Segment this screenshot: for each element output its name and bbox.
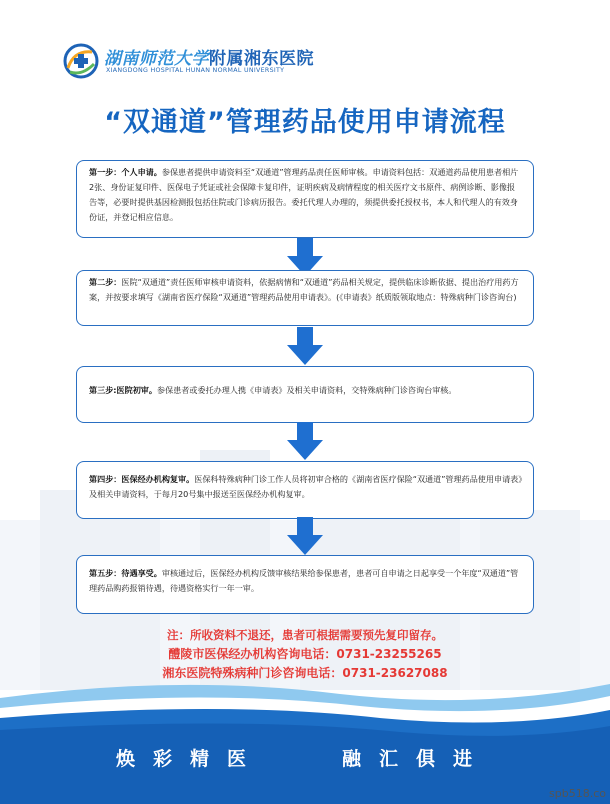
arrow-down-icon bbox=[285, 422, 325, 462]
page-title: “双通道”管理药品使用申请流程 bbox=[104, 107, 506, 138]
note-xiangdong-clinic-phone: 湘东医院特殊病种门诊咨询电话：0731-23627088 bbox=[162, 666, 448, 680]
step-5-label: 第五步：待遇享受。 bbox=[89, 568, 162, 578]
step-3-box bbox=[76, 366, 534, 423]
step-1-text: 参保患者提供申请资料至“双通道”管理药品责任医师审核。申请资料包括：双通道药品使用患者相片2张、身份证复印件、医保电子凭证或社会保障卡复印件，证明疾病及病情程度的相关医疗文书原件、病例诊断、影像报告等，必要时提供基因检测报包括住院或门诊病历报告。委托代理人办理的，须提供委托授权书，本人和代理人的有效身份证，并登记相应信息。 bbox=[89, 167, 519, 222]
hospital-logo bbox=[62, 42, 362, 82]
logo-university-name: 湖南师范大学 bbox=[104, 49, 209, 69]
step-2-box bbox=[76, 270, 534, 326]
note-liling-insurance-phone: 醴陵市医保经办机构咨询电话：0731-23255265 bbox=[168, 647, 442, 661]
logo-hospital-name: 附属湘东医院 bbox=[209, 49, 314, 69]
hospital-emblem-icon bbox=[62, 42, 100, 80]
step-3-text: 参保患者或委托办理人携《申请表》及相关申请资料，交特殊病种门诊咨询台审核。 bbox=[157, 385, 457, 395]
step-1-label: 第一步：个人申请。 bbox=[89, 167, 162, 177]
motto-right: 融汇俱进 bbox=[342, 748, 491, 770]
step-5-text: 审核通过后，医保经办机构反馈审核结果给参保患者，患者可自申请之日起享受一个年度“双通道”管理药品购药报销待遇，待遇资格实行一年一审。 bbox=[89, 568, 519, 593]
site-watermark: spb518.co bbox=[549, 787, 606, 800]
note-materials-not-returned: 注：所收资料不退还，患者可根据需要预先复印留存。 bbox=[167, 628, 443, 642]
step-2-text: 医院“双通道”责任医师审核申请资料，依据病情和“双通道”药品相关规定，提供临床诊断依据、提出治疗用药方案，并按要求填写《湖南省医疗保险“双通道”管理药品使用申请表》。(《申请表》纸质版领取地点：特殊病种门诊咨询台) bbox=[89, 277, 519, 302]
step-1-box bbox=[76, 160, 534, 238]
logo-chinese-name bbox=[104, 44, 314, 69]
logo-english-name: XIANGDONG HOSPITAL HUNAN NORMAL UNIVERSITY bbox=[106, 67, 285, 74]
footer-wave-band bbox=[0, 680, 610, 804]
arrow-down-icon bbox=[285, 517, 325, 557]
step-4-label: 第四步：医保经办机构复审。 bbox=[89, 474, 195, 484]
step-5-box bbox=[76, 555, 534, 614]
motto-left: 焕彩精医 bbox=[116, 748, 265, 770]
step-2-label: 第二步： bbox=[89, 277, 122, 287]
step-4-box bbox=[76, 461, 534, 519]
step-4-text: 医保科特殊病种门诊工作人员将初审合格的《湖南省医疗保险“双通道”管理药品使用申请表》及相关申请资料，于每月20号集中报送至医保经办机构复审。 bbox=[89, 474, 523, 499]
step-3-label: 第三步:医院初审。 bbox=[89, 385, 157, 395]
arrow-down-icon bbox=[285, 327, 325, 367]
